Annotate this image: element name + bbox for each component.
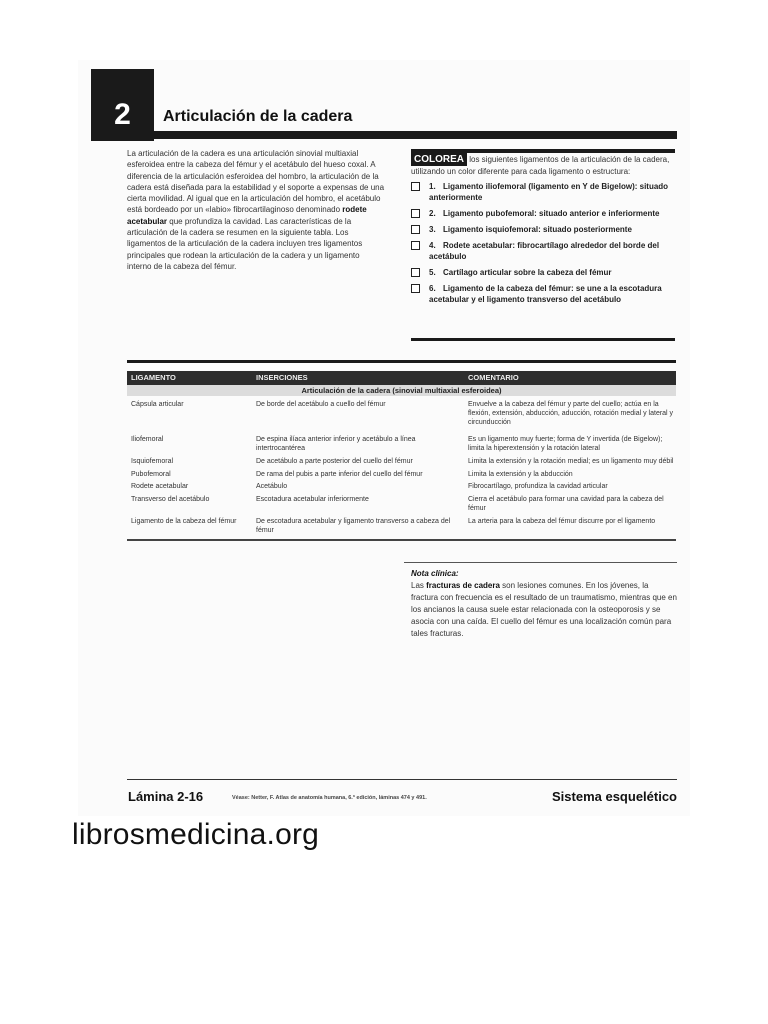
table-cell: Isquiofemoral xyxy=(131,458,174,465)
header-comentario: COMENTARIO xyxy=(468,373,519,382)
table-cell: De acetábulo a parte posterior del cuello del fémur xyxy=(256,458,413,465)
table-cell: Transverso del acetábulo xyxy=(131,496,210,503)
header-inserciones: INSERCIONES xyxy=(256,373,308,382)
table-cell: Pubofemoral xyxy=(131,471,171,478)
intro-p2: Los ligamentos de la articulación de la cadera incluyen tres ligamentos principales que rodean la articulación de la cadera y un ligamento interno de la cabeza del fémur. xyxy=(127,228,363,271)
table-bottom-rule xyxy=(127,539,676,541)
table-row xyxy=(127,482,676,491)
table-cell: De espina ilíaca anterior inferior y acetábulo a línea intertrocantérea xyxy=(256,436,416,452)
table-cell: Limita la extensión y la rotación medial; es un ligamento muy débil xyxy=(468,458,674,465)
checkbox[interactable] xyxy=(411,209,420,218)
table-cell: Es un ligamento muy fuerte; forma de Y invertida (de Bigelow); limita la hiperextensión y la rotación lateral xyxy=(468,436,663,452)
note-bold: fracturas de cadera xyxy=(426,581,500,590)
table-row xyxy=(127,400,676,427)
checkbox[interactable] xyxy=(411,241,420,250)
title-rule xyxy=(154,131,677,139)
table-header xyxy=(127,371,676,385)
intro-text xyxy=(127,148,385,272)
table-row xyxy=(127,495,676,513)
checklist-item: 4. Rodete acetabular: fibrocartílago alrededor del borde del acetábulo xyxy=(411,240,675,262)
note-text-2: son lesiones comunes. En los jóvenes, la fractura con frecuencia es el resultado de un traumatismo, mientras que en los ancianos la causa suele estar relacionada con la osteoporosis y se asocia con una caída. El cuello del fémur es una localización común para tales fracturas. xyxy=(411,581,677,638)
table-cell: Escotadura acetabular inferiormente xyxy=(256,496,369,503)
checklist-item: 6. Ligamento de la cabeza del fémur: se une a la escotadura acetabular y el ligamento transverso del acetábulo xyxy=(411,283,675,305)
table-top-rule xyxy=(127,360,676,363)
table-row xyxy=(127,470,676,479)
table-row xyxy=(127,457,676,466)
reference-note: Véase: Netter, F. Atlas de anatomía humana, 6.ª edición, láminas 474 y 491. xyxy=(232,795,427,801)
table-cell: Ligamento de la cabeza del fémur xyxy=(131,518,237,525)
checklist-item: 5. Cartílago articular sobre la cabeza del fémur xyxy=(411,267,675,278)
checklist-item: 1. Ligamento iliofemoral (ligamento en Y de Bigelow): situado anteriormente xyxy=(411,181,675,203)
page-title: Articulación de la cadera xyxy=(163,108,353,125)
footer-rule xyxy=(127,779,677,780)
note-title: Nota clínica: xyxy=(411,569,459,578)
coloring-box-rule xyxy=(411,338,675,341)
table-row xyxy=(127,435,676,453)
ligament-table xyxy=(127,360,676,541)
section-name: Sistema esquelético xyxy=(552,789,677,804)
intro-p1-bold: rodete acetabular xyxy=(127,205,367,226)
checkbox[interactable] xyxy=(411,284,420,293)
colorea-text: los siguientes ligamentos de la articulación de la cadera, utilizando un color diferente para cada ligamento o estructura: xyxy=(411,155,670,176)
table-cell: Fibrocartílago, profundiza la cavidad articular xyxy=(468,483,608,490)
checkbox[interactable] xyxy=(411,225,420,234)
header-ligamento: LIGAMENTO xyxy=(131,373,176,382)
clinical-note xyxy=(411,568,677,640)
table-cell: Acetábulo xyxy=(256,483,288,490)
chapter-number: 2 xyxy=(114,98,131,131)
colorea-tag: COLOREA xyxy=(411,153,467,166)
ligament-checklist xyxy=(411,181,675,305)
table-cell: La arteria para la cabeza del fémur discurre por el ligamento xyxy=(468,518,656,525)
checklist-item: 3. Ligamento isquiofemoral: situado posteriormente xyxy=(411,224,675,235)
intro-p1: La articulación de la cadera es una articulación sinovial multiaxial esferoidea entre la cabeza del fémur y el acetábulo del hueso coxal. A diferencia de la articulación esferoidea del hombro, la articulación de la cadera está diseñada para la estabilidad y el soporte a expensas de una cierta movilidad. Al igual que en la articulación del hombro, el acetábulo está bordeado por un «labio» fibrocartilaginoso denominado xyxy=(127,149,385,215)
note-rule xyxy=(404,562,677,563)
table-cell: De rama del pubis a parte inferior del cuello del fémur xyxy=(256,471,423,478)
checkbox[interactable] xyxy=(411,268,420,277)
table-cell: Limita la extensión y la abducción xyxy=(468,471,573,478)
table-cell: De escotadura acetabular y ligamento transverso a cabeza del fémur xyxy=(256,518,451,534)
table-row xyxy=(127,517,676,535)
table-cell: Cierra el acetábulo para formar una cavidad para la cabeza del fémur xyxy=(468,496,664,512)
note-text-1: Las xyxy=(411,581,427,590)
table-cell: Cápsula articular xyxy=(131,401,184,408)
table-subheader: Articulación de la cadera (sinovial multiaxial esferoidea) xyxy=(127,385,676,396)
watermark: librosmedicina.org xyxy=(72,818,320,851)
table-cell: Iliofemoral xyxy=(131,436,164,443)
checklist-item: 2. Ligamento pubofemoral: situado anterior e inferiormente xyxy=(411,208,675,219)
plate-number: Lámina 2-16 xyxy=(128,789,204,804)
chapter-number-block xyxy=(91,69,154,141)
table-cell: De borde del acetábulo a cuello del fémur xyxy=(256,401,386,408)
colorea-instruction xyxy=(411,153,675,177)
table-body xyxy=(127,400,676,535)
checkbox[interactable] xyxy=(411,182,420,191)
coloring-instructions xyxy=(411,149,675,310)
intro-p1-end: que profundiza la cavidad. Las características de la articulación de la cadera se resumen en la siguiente tabla. xyxy=(127,216,352,238)
table-cell: Envuelve a la cabeza del fémur y parte del cuello; actúa en la flexión, extensión, abducción, aducción, rotación medial y lateral y circunducción xyxy=(468,401,674,426)
table-cell: Rodete acetabular xyxy=(131,483,189,490)
